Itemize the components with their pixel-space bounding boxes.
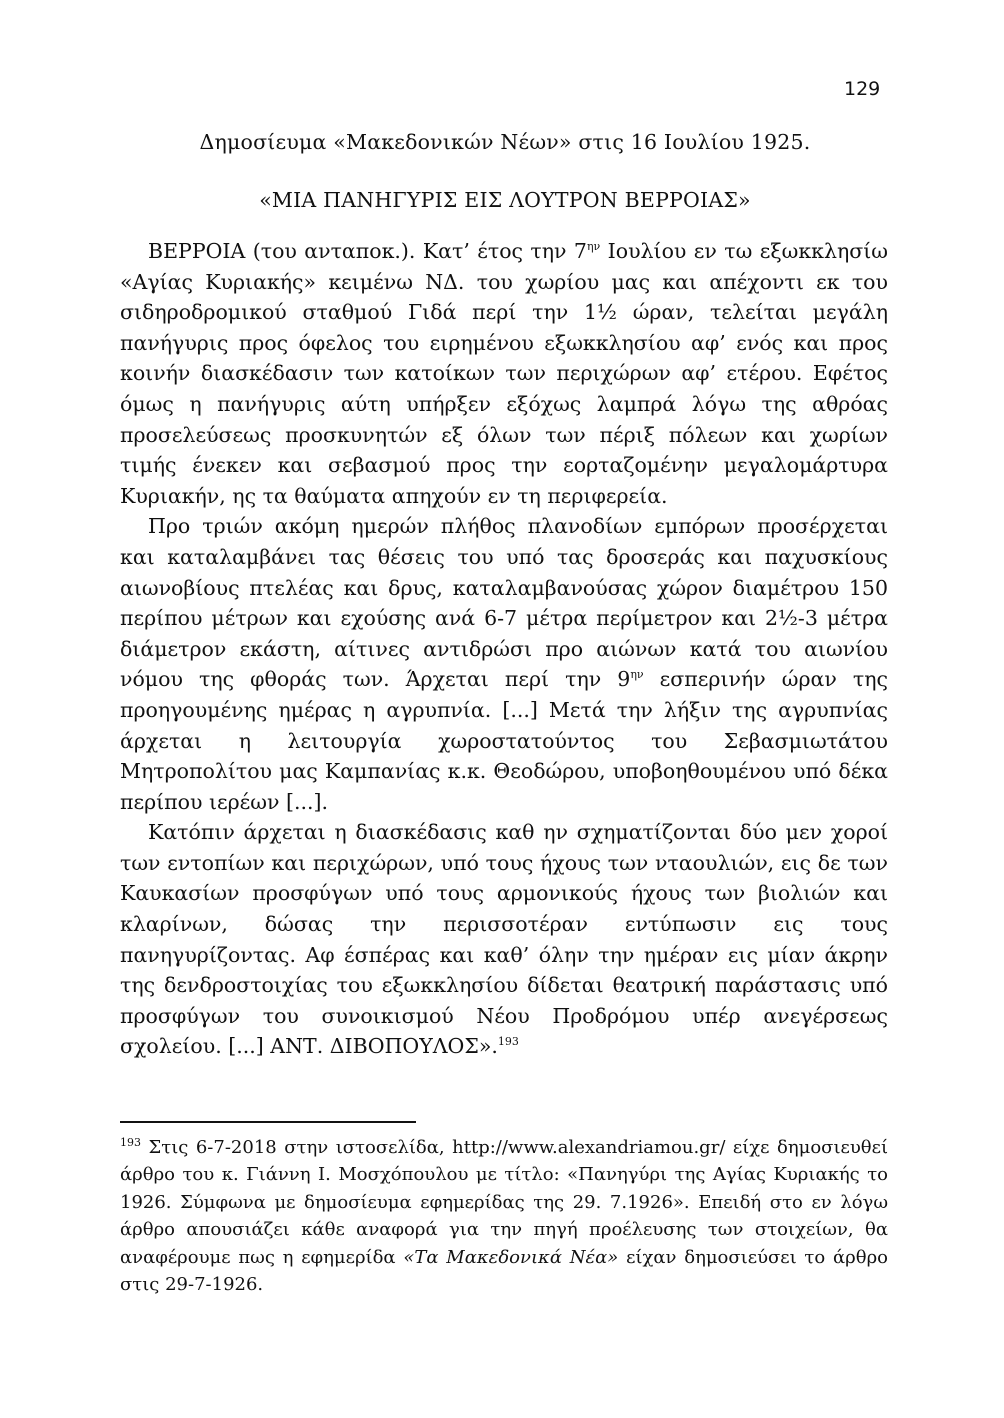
ordinal-superscript: ην — [586, 240, 601, 254]
footnote — [120, 1134, 888, 1298]
paragraph-2 — [120, 511, 888, 817]
paragraph-1-text: ΒΕΡΡΟΙΑ (του ανταποκ.). Κατ’ έτος την 7 — [148, 239, 587, 263]
ordinal-superscript: ην — [630, 668, 644, 682]
article-title: «ΜΙΑ ΠΑΝΗΓΥΡΙΣ ΕΙΣ ΛΟΥΤΡΟΝ ΒΕΡΡΟΙΑΣ» — [259, 188, 751, 212]
footnote-paragraph — [120, 1134, 888, 1298]
footnote-number: 193 — [120, 1136, 141, 1149]
paragraph-1 — [120, 236, 888, 511]
footnote-separator — [120, 1121, 416, 1123]
paragraph-2-text-continued: εσπερινήν ώραν της προηγουμένης ημέρας η αγρυπνία. [...] Μετά την λήξιν της αγρυπνίας άρχεται η λειτουργία χωροστατούντος του Σεβασμιωτάτου Μητροπολίτου μας Καμπανίας κ.κ. Θεοδώρου, υποβοηθουμένου υπό δέκα περίπου ιερέων [...]. — [120, 667, 888, 814]
paragraph-2-text: Προ τριών ακόμη ημερών πλήθος πλανοδίων εμπόρων προσέρχεται και καταλαμβάνει τας θέσεις του υπό τας δροσεράς και παχυσκίους αιωνοβίους πτελέας και δρυς, καταλαμβανούσας χώρον διαμέτρου 150 περίπου μέτρων και εχούσης ανά 6-7 μέτρα περίμετρον και 2½-3 μέτρα διάμετρον εκάστη, αίτινες αντιδρώσι προ αιώνων κατά του αιωνίου νόμου της φθοράς των. Άρχεται περί την 9 — [120, 514, 888, 692]
paragraph-3-text: Κατόπιν άρχεται η διασκέδασις καθ ην σχηματίζονται δύο μεν χοροί των εντοπίων και περιχώρων, υπό τους ήχους των νταουλιών, εις δε των Καυκασίων προσφύγων υπό τους αρμονικούς ήχους των βιολιών και κλαρίνων, δώσας την περισσοτέραν εντύπωσιν εις τους πανηγυρίζοντας. Αφ έσπέρας και καθ’ όλην την ημέραν εις μίαν άκρην της δενδροστοιχίας του εξωκκλησίου δίδεται θεατρική παράστασις υπό προσφύγων του συνοικισμού Νέου Προδρόμου υπέρ ανεγέρσεως σχολείου. [...] ΑΝΤ. ΔΙΒΟΠΟΥΛΟΣ». — [120, 820, 888, 1059]
footnote-text-end: είχαν δημοσιεύσει το άρθρο στις 29-7-1926. — [120, 1246, 888, 1296]
article-body — [120, 236, 888, 1062]
footnote-text: Στις 6-7-2018 στην ιστοσελίδα, http://www.alexandriamou.gr/ είχε δημοσιευθεί άρθρο του κ. Γιάννη Ι. Μοσχόπουλου με τίτλο: «Πανηγύρι της Αγίας Κυριακής το 1926. Σύμφωνα με δημοσίευμα εφημερίδας της 29. 7.1926». Επειδή στο εν λόγω άρθρο απουσιάζει κάθε αναφορά για την πηγή προέλευσης των στοιχείων, θα αναφέρουμε πως η εφημερίδα — [120, 1137, 888, 1268]
paragraph-1-text-continued: Ιουλίου εν τω εξωκκλησίω «Αγίας Κυριακής» κειμένω ΝΔ. του χωρίου μας και απέχοντι εκ του σιδηροδρομικού σταθμού Γιδά περί την 1½ ώραν, τελείται μεγάλη πανήγυρις προς όφελος του ειρημένου εξωκκλησίου αφ’ ενός και προς κοινήν διασκέδασιν των κατοίκων των περιχώρων αφ’ ετέρου. Εφέτος όμως η πανήγυρις αύτη υπήρξεν εξόχως λαμπρά λόγω της αθρόας προσελεύσεως προσκυνητών εξ όλων των πέριξ πόλεων και χωρίων τιμής ένεκεν και σεβασμού προς την εορταζομένην μεγαλομάρτυρα Κυριακήν, ης τα θαύματα απηχούν εν τη περιφερεία. — [120, 239, 888, 508]
page-number: 129 — [844, 78, 881, 100]
footnote-reference: 193 — [497, 1035, 519, 1049]
paragraph-3 — [120, 817, 888, 1062]
newspaper-title: «Τα Μακεδονικά Νέα» — [403, 1246, 619, 1268]
publication-heading: Δημοσίευμα «Μακεδονικών Νέων» στις 16 Ιουλίου 1925. — [199, 130, 811, 154]
